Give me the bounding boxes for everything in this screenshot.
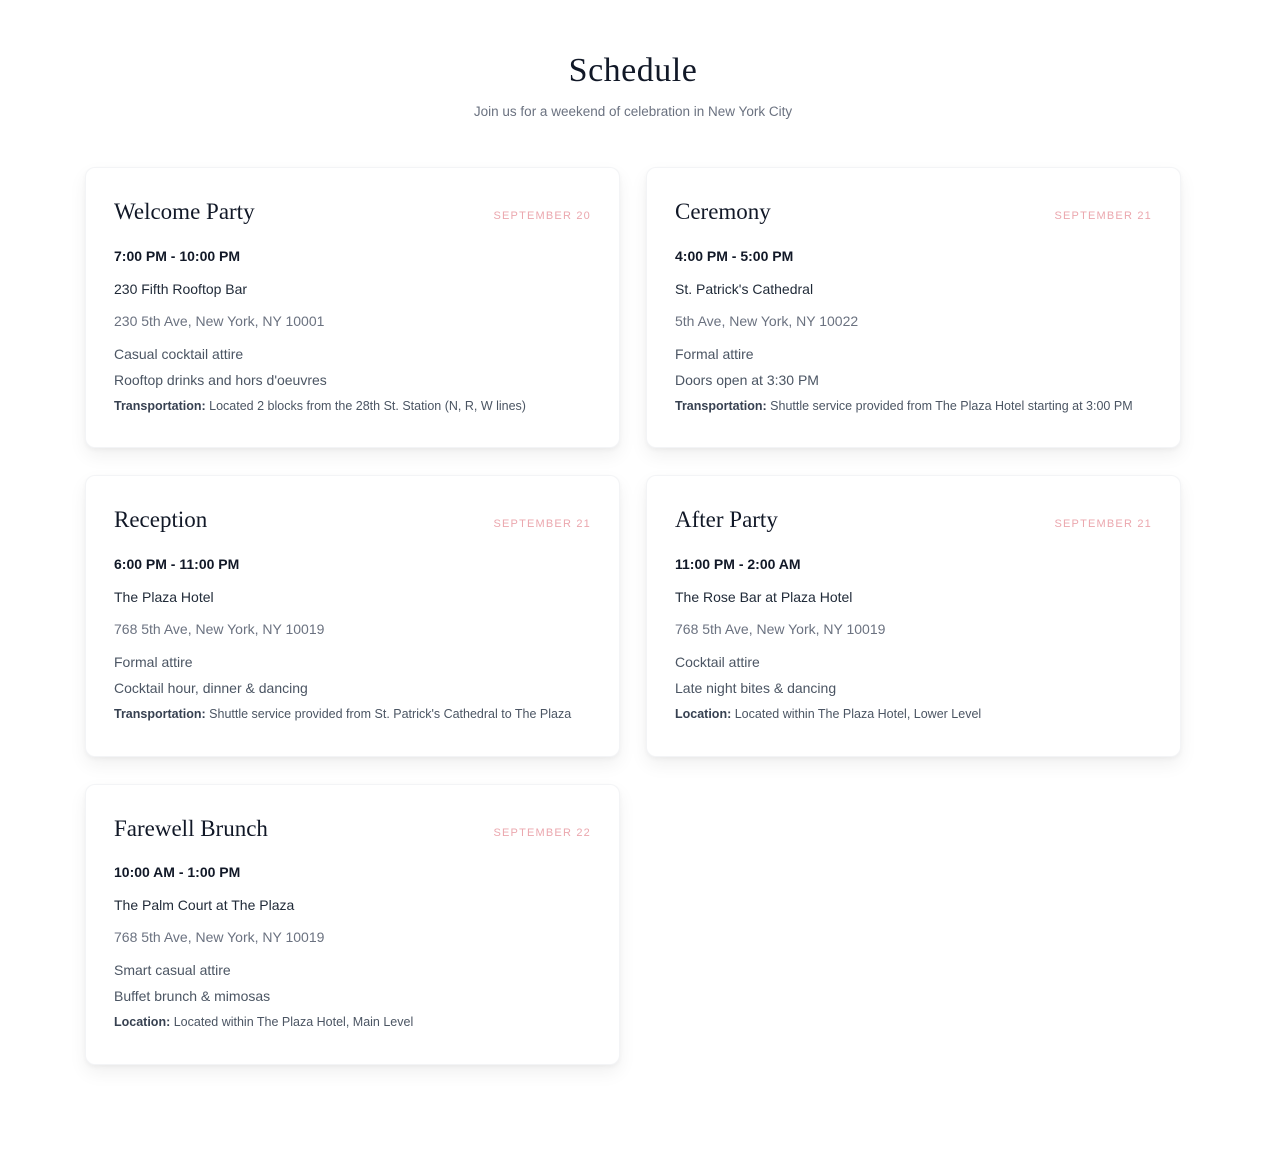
event-note-label: Transportation: bbox=[675, 398, 767, 413]
events-grid bbox=[85, 167, 1181, 1064]
event-note-text: Located within The Plaza Hotel, Main Level bbox=[173, 1015, 414, 1030]
event-description: Buffet brunch & mimosas bbox=[114, 988, 271, 1005]
event-address: 768 5th Ave, New York, NY 10019 bbox=[675, 621, 886, 638]
event-card-header bbox=[114, 815, 591, 843]
event-address: 230 5th Ave, New York, NY 10001 bbox=[114, 313, 325, 330]
event-note-label: Transportation: bbox=[114, 707, 206, 722]
event-time: 7:00 PM - 10:00 PM bbox=[114, 247, 241, 264]
event-note bbox=[114, 398, 591, 416]
event-note-text: Located 2 blocks from the 28th St. Station (N, R, W lines) bbox=[209, 398, 526, 413]
event-time: 6:00 PM - 11:00 PM bbox=[114, 556, 240, 573]
page-header bbox=[85, 52, 1181, 119]
event-note bbox=[675, 398, 1152, 416]
event-venue: The Rose Bar at Plaza Hotel bbox=[675, 588, 853, 605]
event-attire: Casual cocktail attire bbox=[114, 345, 244, 362]
event-note-label: Location: bbox=[114, 1015, 171, 1030]
event-attire: Formal attire bbox=[114, 653, 193, 670]
event-note bbox=[114, 706, 591, 724]
event-card-header bbox=[675, 506, 1152, 534]
event-description: Rooftop drinks and hors d'oeuvres bbox=[114, 372, 327, 389]
event-date: SEPTEMBER 21 bbox=[493, 518, 591, 531]
event-title: Farewell Brunch bbox=[114, 815, 268, 841]
event-card-header bbox=[114, 198, 591, 226]
event-attire: Formal attire bbox=[675, 345, 754, 362]
event-date: SEPTEMBER 22 bbox=[493, 826, 591, 839]
event-time: 4:00 PM - 5:00 PM bbox=[675, 247, 794, 264]
event-description: Late night bites & dancing bbox=[675, 680, 837, 697]
event-venue: 230 Fifth Rooftop Bar bbox=[114, 280, 248, 297]
event-card bbox=[85, 475, 620, 756]
event-address: 768 5th Ave, New York, NY 10019 bbox=[114, 621, 325, 638]
event-note-label: Location: bbox=[675, 707, 732, 722]
event-venue: St. Patrick's Cathedral bbox=[675, 280, 814, 297]
event-card bbox=[85, 167, 620, 448]
page-subtitle: Join us for a weekend of celebration in New York City bbox=[473, 104, 793, 120]
event-attire: Smart casual attire bbox=[114, 961, 231, 978]
event-card bbox=[85, 784, 620, 1065]
event-card bbox=[646, 475, 1181, 756]
event-card-header bbox=[675, 198, 1152, 226]
event-description: Doors open at 3:30 PM bbox=[675, 372, 819, 389]
event-note bbox=[114, 1014, 591, 1032]
event-address: 5th Ave, New York, NY 10022 bbox=[675, 313, 859, 330]
event-note-text: Located within The Plaza Hotel, Lower Level bbox=[734, 707, 982, 722]
event-address: 768 5th Ave, New York, NY 10019 bbox=[114, 929, 325, 946]
event-date: SEPTEMBER 20 bbox=[493, 210, 591, 223]
event-description: Cocktail hour, dinner & dancing bbox=[114, 680, 308, 697]
event-time: 10:00 AM - 1:00 PM bbox=[114, 864, 241, 881]
schedule-page bbox=[85, 0, 1181, 1065]
page-title: Schedule bbox=[568, 52, 698, 89]
event-card-header bbox=[114, 506, 591, 534]
event-note-text: Shuttle service provided from St. Patrick's Cathedral to The Plaza bbox=[209, 707, 572, 722]
event-venue: The Plaza Hotel bbox=[114, 588, 214, 605]
event-note bbox=[675, 706, 1152, 724]
event-title: Ceremony bbox=[675, 199, 771, 225]
event-time: 11:00 PM - 2:00 AM bbox=[675, 556, 801, 573]
event-venue: The Palm Court at The Plaza bbox=[114, 896, 295, 913]
event-note-text: Shuttle service provided from The Plaza Hotel starting at 3:00 PM bbox=[770, 398, 1133, 413]
event-title: After Party bbox=[675, 507, 778, 533]
event-date: SEPTEMBER 21 bbox=[1054, 210, 1152, 223]
event-card bbox=[646, 167, 1181, 448]
event-date: SEPTEMBER 21 bbox=[1054, 518, 1152, 531]
event-note-label: Transportation: bbox=[114, 398, 206, 413]
event-attire: Cocktail attire bbox=[675, 653, 760, 670]
event-title: Welcome Party bbox=[114, 199, 255, 225]
event-title: Reception bbox=[114, 507, 208, 533]
